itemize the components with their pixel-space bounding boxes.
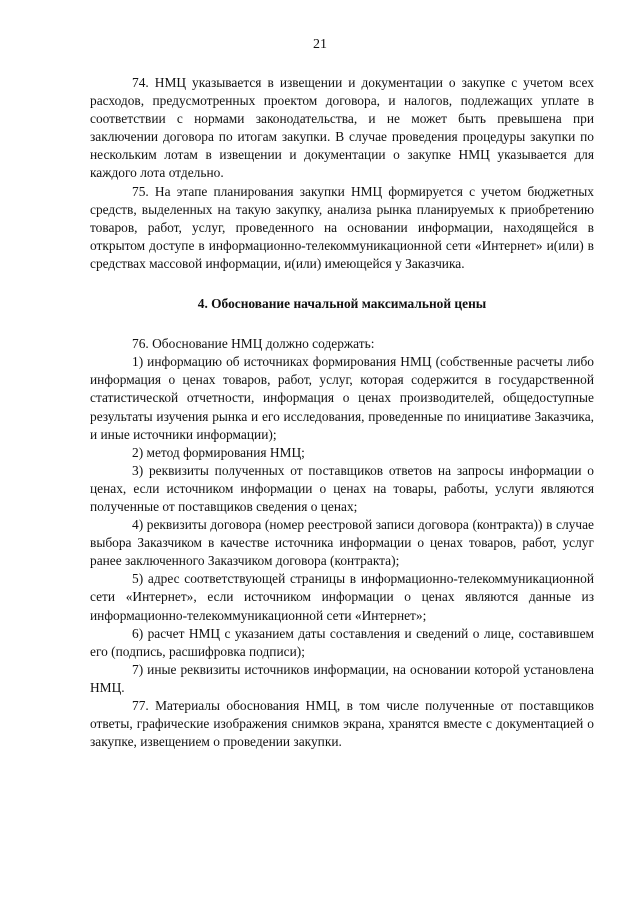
paragraph-77: 77. Материалы обоснования НМЦ, в том числе полученные от поставщиков ответы, графические изображения снимков экрана, хранятся вместе с документацией о закупке, извещением о проведении закупки. xyxy=(90,698,594,750)
section-heading: 4. Обоснование начальной максимальной цены xyxy=(197,296,487,312)
list-item-3: 3) реквизиты полученных от поставщиков ответов на запросы информации о ценах, если источником информации о ценах на товары, работы, услуги являются полученные от поставщиков сведения о ценах; xyxy=(90,462,594,514)
paragraph-75: 75. На этапе планирования закупки НМЦ формируется с учетом бюджетных средств, выделенных на такую закупку, анализа рынка планируемых к приобретению товаров, работ, услуг, проведенного на основании информации, находящейся в открытом доступе в информационно-телекоммуникационной сети «Интернет» и(или) в средствах массовой информации, и(или) имеющейся у Заказчика. xyxy=(90,183,594,271)
paragraph-76: 76. Обоснование НМЦ должно содержать: xyxy=(132,336,375,352)
document-body xyxy=(90,74,594,751)
list-item-2: 2) метод формирования НМЦ; xyxy=(132,444,305,460)
list-item-4: 4) реквизиты договора (номер реестровой записи договора (контракта)) в случае выбора Заказчиком в качестве источника информации о ценах товаров, работ, услуг ранее заключенного Заказчиком договора (контракта); xyxy=(90,517,594,569)
page-number: 21 xyxy=(313,37,327,52)
list-item-1: 1) информацию об источниках формирования НМЦ (собственные расчеты либо информация о ценах товаров, работ, услуг, которая содержится в государственной статистической отчетности, информация о ценах производителей, общедоступные результаты изучения рынка и его исследования, проведенные по инициативе Заказчика, и иные источники информации); xyxy=(90,354,594,442)
paragraph-74: 74. НМЦ указывается в извещении и документации о закупке с учетом всех расходов, предусмотренных проектом договора, и налогов, подлежащих уплате в соответствии с нормами законодательства, и не может быть превышена при заключении договора по итогам закупки. В случае проведения процедуры закупки по нескольким лотам в извещении и документации о закупке НМЦ указывается для каждого лота отдельно. xyxy=(90,75,594,181)
list-item-5: 5) адрес соответствующей страницы в информационно-телекоммуникационной сети «Интернет», если источником информации о ценах являются данные из информационно-телекоммуникационной сети «Интернет»; xyxy=(90,571,594,623)
list-item-6: 6) расчет НМЦ с указанием даты составления и сведений о лице, составившем его (подпись, расшифровка подписи); xyxy=(90,625,594,659)
list-item-7: 7) иные реквизиты источников информации, на основании которой установлена НМЦ. xyxy=(90,661,594,695)
